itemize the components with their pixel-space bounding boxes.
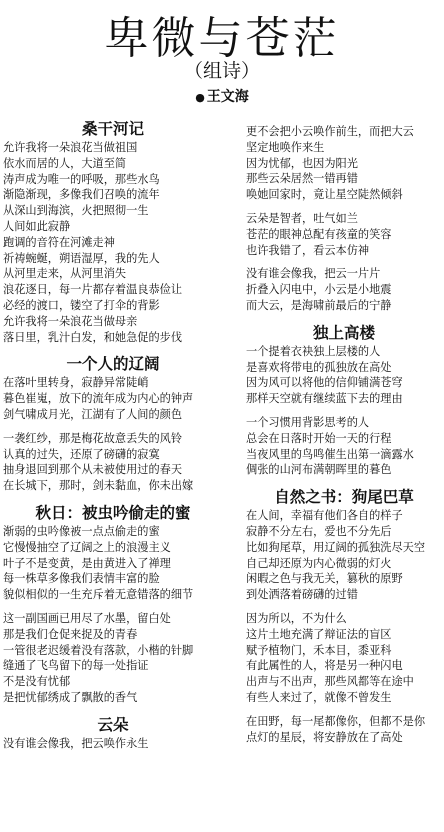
poem-line: 因为风可以将他的信仰铺满苍穹	[246, 376, 403, 390]
poem-line: 到处洒落着磅礴的过错	[246, 588, 358, 602]
poem-line: 抽身退回到那个从未被使用过的春天	[3, 463, 183, 477]
poem-line: 因为忧郁，也因为阳光	[246, 156, 358, 170]
poem-line: 当夜风里的鸟鸣催生出第一滴露水	[246, 447, 414, 461]
stanza-gap	[3, 423, 223, 431]
stanza-gap	[246, 706, 442, 714]
poem-stanza	[246, 714, 442, 746]
poem-line: 有此属性的人，将是另一种闪电	[246, 659, 403, 673]
poem-section	[246, 486, 442, 745]
poem-line: 唤她回家时，竟让星空陡然倾斜	[246, 188, 403, 202]
poem-line: 浪花逐日，每一片都存着温良恭俭让	[3, 283, 183, 297]
poem-line: 这片土地充满了辩证法的盲区	[246, 627, 392, 641]
poem-line: 涛声成为唯一的呼吸，那些水鸟	[3, 172, 160, 186]
poem-stanza	[3, 736, 223, 752]
poem-heading: 独上高楼	[312, 323, 375, 342]
poem-line: 点灯的星辰，将安静放在了高处	[246, 730, 403, 744]
poem-stanza	[3, 524, 223, 603]
poem-heading: 桑干河记	[81, 120, 144, 138]
poem-collection-title: 卑微与苍茫	[104, 13, 340, 64]
poem-heading: 云朵	[97, 715, 129, 734]
poem-section	[3, 118, 223, 353]
poem-stanza	[3, 140, 223, 345]
poem-line: 也许我错了，看云本仿神	[246, 243, 370, 257]
poem-line: 折叠入闪电中，小云是小地震	[246, 283, 392, 297]
stanza-gap	[3, 603, 223, 611]
poem-line: 在长城下，那时，剑未黏血，你未出嫁	[3, 479, 194, 493]
poem-line: 寂静不分左右，爱也不分先后	[246, 524, 392, 538]
poem-line: 闲暇之色与我无关，篡秋的原野	[246, 572, 403, 586]
section-gap	[246, 478, 442, 486]
section-gap	[3, 345, 223, 353]
poem-section	[3, 502, 223, 714]
poem-line: 没有谁会像我，把云唤作永生	[3, 736, 149, 750]
poem-line: 那是我们仓促来捉及的青春	[3, 627, 138, 641]
poem-section	[3, 353, 223, 502]
poem-line: 没有谁会像我，把云一片片	[246, 267, 381, 281]
poem-line: 暮色崔嵬，放下的流年成为内心的钟声	[3, 392, 194, 406]
poem-line: 必经的渡口，镂空了打伞的背影	[3, 298, 160, 312]
poem-stanza	[3, 375, 223, 422]
poem-stanza	[246, 611, 442, 706]
poem-line: 是喜欢将带电的孤独放在高处	[246, 360, 392, 374]
poem-line: 自己却还原为内心微弱的灯火	[246, 556, 392, 570]
poem-line: 这一副国画已用尽了水墨，留白处	[3, 611, 171, 625]
poem-line: 渐弱的虫吟像被一点点偷走的蜜	[3, 524, 160, 538]
poem-line: 出声与不出声，那些风都等在途中	[246, 675, 414, 689]
poem-line: 叶子不是变黄，是由黄进入了禅理	[3, 556, 171, 570]
poem-line: 允许我将一朵浪花当做母亲	[3, 314, 138, 328]
poem-section	[246, 124, 442, 322]
stanza-gap	[246, 203, 442, 211]
poem-stanza	[246, 415, 442, 478]
poem-stanza	[246, 124, 442, 203]
stanza-gap	[246, 258, 442, 266]
left-column	[3, 118, 223, 752]
poem-line: 一管很老迟缓着没有落款，小楷的针脚	[3, 643, 194, 657]
bullet-icon: ●	[195, 91, 205, 104]
poem-line: 允许我将一朵浪花当做祖国	[3, 141, 138, 154]
poem-line: 一个提着衣袂独上层楼的人	[246, 344, 381, 358]
poem-heading: 一个人的辽阔	[66, 355, 160, 374]
poem-line: 苍茫的眼神总配有孩童的笑容	[246, 227, 392, 241]
poem-line: 赋予植物门，禾本目，黍亚科	[246, 643, 392, 657]
poem-section	[3, 714, 223, 752]
poem-line: 坚定地唤作来生	[246, 140, 325, 154]
poem-heading: 秋日：被虫吟偷走的蜜	[35, 503, 191, 522]
poem-section	[246, 322, 442, 486]
poem-line: 有些人来过了，就像不曾发生	[246, 690, 392, 704]
poem-stanza	[246, 211, 442, 258]
poem-line: 而大云，是海啸前最后的宁静	[246, 298, 392, 312]
poem-line: 每一株草多像我们表情丰富的脸	[3, 572, 160, 586]
poem-line: 总会在日落时开始一天的行程	[246, 431, 392, 445]
poem-line: 渐隐渐现，多像我们召唤的流年	[3, 188, 160, 202]
poem-line: 人间如此寂静	[3, 219, 71, 233]
poem-line: 那些云朵居然一错再错	[246, 172, 358, 186]
poem-line: 比如狗尾草，用辽阔的孤独洗尽天空	[246, 540, 426, 554]
poem-line: 它慢慢抽空了辽阔之上的浪漫主义	[3, 540, 171, 554]
stanza-gap	[246, 603, 442, 611]
poem-line: 认真的过失，还原了磅礴的寂寞	[3, 447, 160, 461]
poem-line: 在落叶里转身，寂静异常陡峭	[3, 376, 149, 390]
poem-collection-subtitle: （组诗）	[183, 60, 260, 82]
poem-stanza	[246, 266, 442, 313]
poem-line: 因为所以，不为什么	[246, 611, 347, 625]
poem-line: 从河里走来，从河里消失	[3, 267, 127, 281]
poem-line: 倜张的山河布满朝晖里的暮色	[246, 463, 392, 477]
poem-line: 云朵是智者，吐气如兰	[246, 211, 358, 225]
author-line	[0, 86, 444, 106]
poem-line: 从深山到海滨，火把照彻一生	[3, 204, 149, 218]
poem-line: 一个习惯用背影思考的人	[246, 415, 370, 429]
poem-line: 貌似相似的一生充斥着无意错落的细节	[3, 588, 194, 602]
poem-stanza	[246, 508, 442, 603]
poem-line: 祈祷蜿蜒，朔语湿厚，我的先人	[3, 251, 160, 265]
section-gap	[3, 494, 223, 502]
poem-line: 落日里，乳汁白发，和她急促的步伐	[3, 330, 183, 344]
poem-line: 缝通了飞鸟留下的每一处指证	[3, 659, 149, 673]
poem-line: 更不会把小云唤作前生，而把大云	[246, 125, 414, 138]
poem-line: 在田野，每一尾都像你，但都不是你	[246, 714, 426, 728]
poem-line: 那样天空就有继续蓝下去的理由	[246, 392, 403, 406]
stanza-gap	[246, 407, 442, 415]
poem-line: 在人间，幸福有他们各自的样子	[246, 509, 403, 523]
poem-line: 依水而居的人，大道至简	[3, 156, 127, 170]
poem-stanza	[246, 344, 442, 407]
right-column	[246, 124, 442, 745]
author-name: 王文海	[206, 89, 249, 105]
poem-stanza	[3, 611, 223, 706]
poem-line: 剑气啸成月光，江湖有了人间的颜色	[3, 407, 183, 421]
section-gap	[246, 314, 442, 322]
poem-line: 是把忧郁绣成了飘散的香气	[3, 690, 138, 704]
poem-heading: 自然之书：狗尾巴草	[274, 488, 414, 507]
poem-line: 一袭红纱，那是梅花故意丢失的风铃	[3, 431, 183, 445]
poem-line: 不是没有忧郁	[3, 675, 71, 689]
section-gap	[3, 706, 223, 714]
poem-stanza	[3, 431, 223, 494]
poem-line: 跑调的音符在河滩走神	[3, 235, 115, 249]
